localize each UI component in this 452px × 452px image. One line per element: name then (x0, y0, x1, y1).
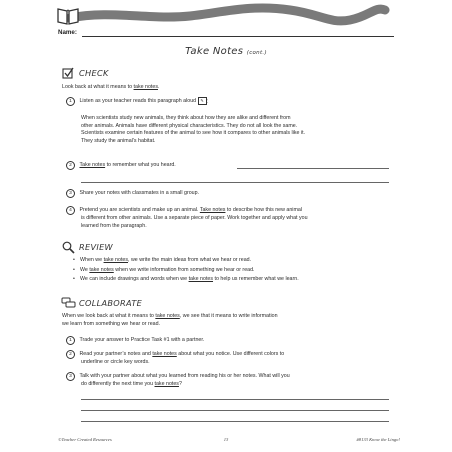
pencil-icon: ✎ (198, 97, 207, 105)
review-heading: REVIEW (79, 242, 113, 252)
step-number: 1 (66, 97, 75, 106)
check-step-3: 3 Share your notes with classmates in a small group. (66, 189, 199, 198)
magnifying-glass-icon (62, 241, 75, 254)
checkbox-icon (62, 67, 74, 79)
answer-line[interactable] (81, 421, 389, 422)
check-step-2: 2 Take notes to remember what you heard. (66, 161, 176, 170)
footer-copyright: ©Teacher Created Resources (58, 437, 112, 442)
name-field-line[interactable] (82, 36, 394, 37)
step-number: 1 (66, 336, 75, 345)
review-item: • We can include drawings and words when we take notes to help us remember what we learn. (80, 276, 415, 284)
title-sub: (cont.) (246, 50, 267, 56)
open-book-icon (57, 6, 79, 26)
check-intro: Look back at what it means to take notes. (62, 84, 160, 90)
collaborate-heading: COLLABORATE (79, 298, 143, 308)
collaborate-step-3: 3 Talk with your partner about what you learned from reading his or her notes. What will you do differently the next time you take notes? (66, 372, 411, 389)
answer-line[interactable] (81, 182, 389, 183)
step-number: 3 (66, 189, 75, 198)
review-item: • We take notes when we write information from something we hear or read. (80, 267, 415, 275)
step-number: 3 (66, 372, 75, 381)
step-number: 4 (66, 206, 75, 215)
collaborate-intro: When we look back at what it means to take notes, we see that it means to write information we learn from something we hear or read. (62, 313, 278, 327)
answer-line[interactable] (237, 168, 389, 169)
collaborate-step-1: 1 Trade your answer to Practice Task #1 with a partner. (66, 336, 204, 345)
answer-line[interactable] (81, 410, 389, 411)
speech-bubbles-icon (61, 297, 76, 309)
step-number: 2 (66, 350, 75, 359)
science-paragraph: When scientists study new animals, they think about how they are alike and different from other animals. Animals have different physical characteristics. They do not all look the same. Scientists examine certain features of the animal to see how it compares to other animals like it. They study the animal’s habitat. (81, 115, 306, 144)
footer-book-title: #8133 Know the Lingo! (356, 437, 400, 442)
review-item: • When we take notes, we write the main ideas from what we hear or read. (80, 257, 415, 265)
page-title (0, 46, 452, 57)
check-step-1: 1 Listen as your teacher reads this paragraph aloud ✎ : (66, 97, 208, 106)
page-number: 13 (223, 437, 229, 442)
title-main: Take Notes (185, 46, 244, 57)
name-label: Name: (58, 29, 77, 36)
check-step-4: 4 Pretend you are scientists and make up an animal. Take notes to describe how this new animal is different from other animals. Use a separate piece of paper. Work together and apply what you learned from the paragraph. (66, 206, 411, 230)
check-heading: CHECK (79, 68, 109, 78)
step-number: 2 (66, 161, 75, 170)
collaborate-step-2: 2 Read your partner’s notes and take notes about what you notice. Use different colors to underline or circle key words. (66, 350, 411, 367)
take-notes-link: take notes (133, 84, 158, 90)
review-list (80, 257, 415, 284)
answer-line[interactable] (81, 399, 389, 400)
